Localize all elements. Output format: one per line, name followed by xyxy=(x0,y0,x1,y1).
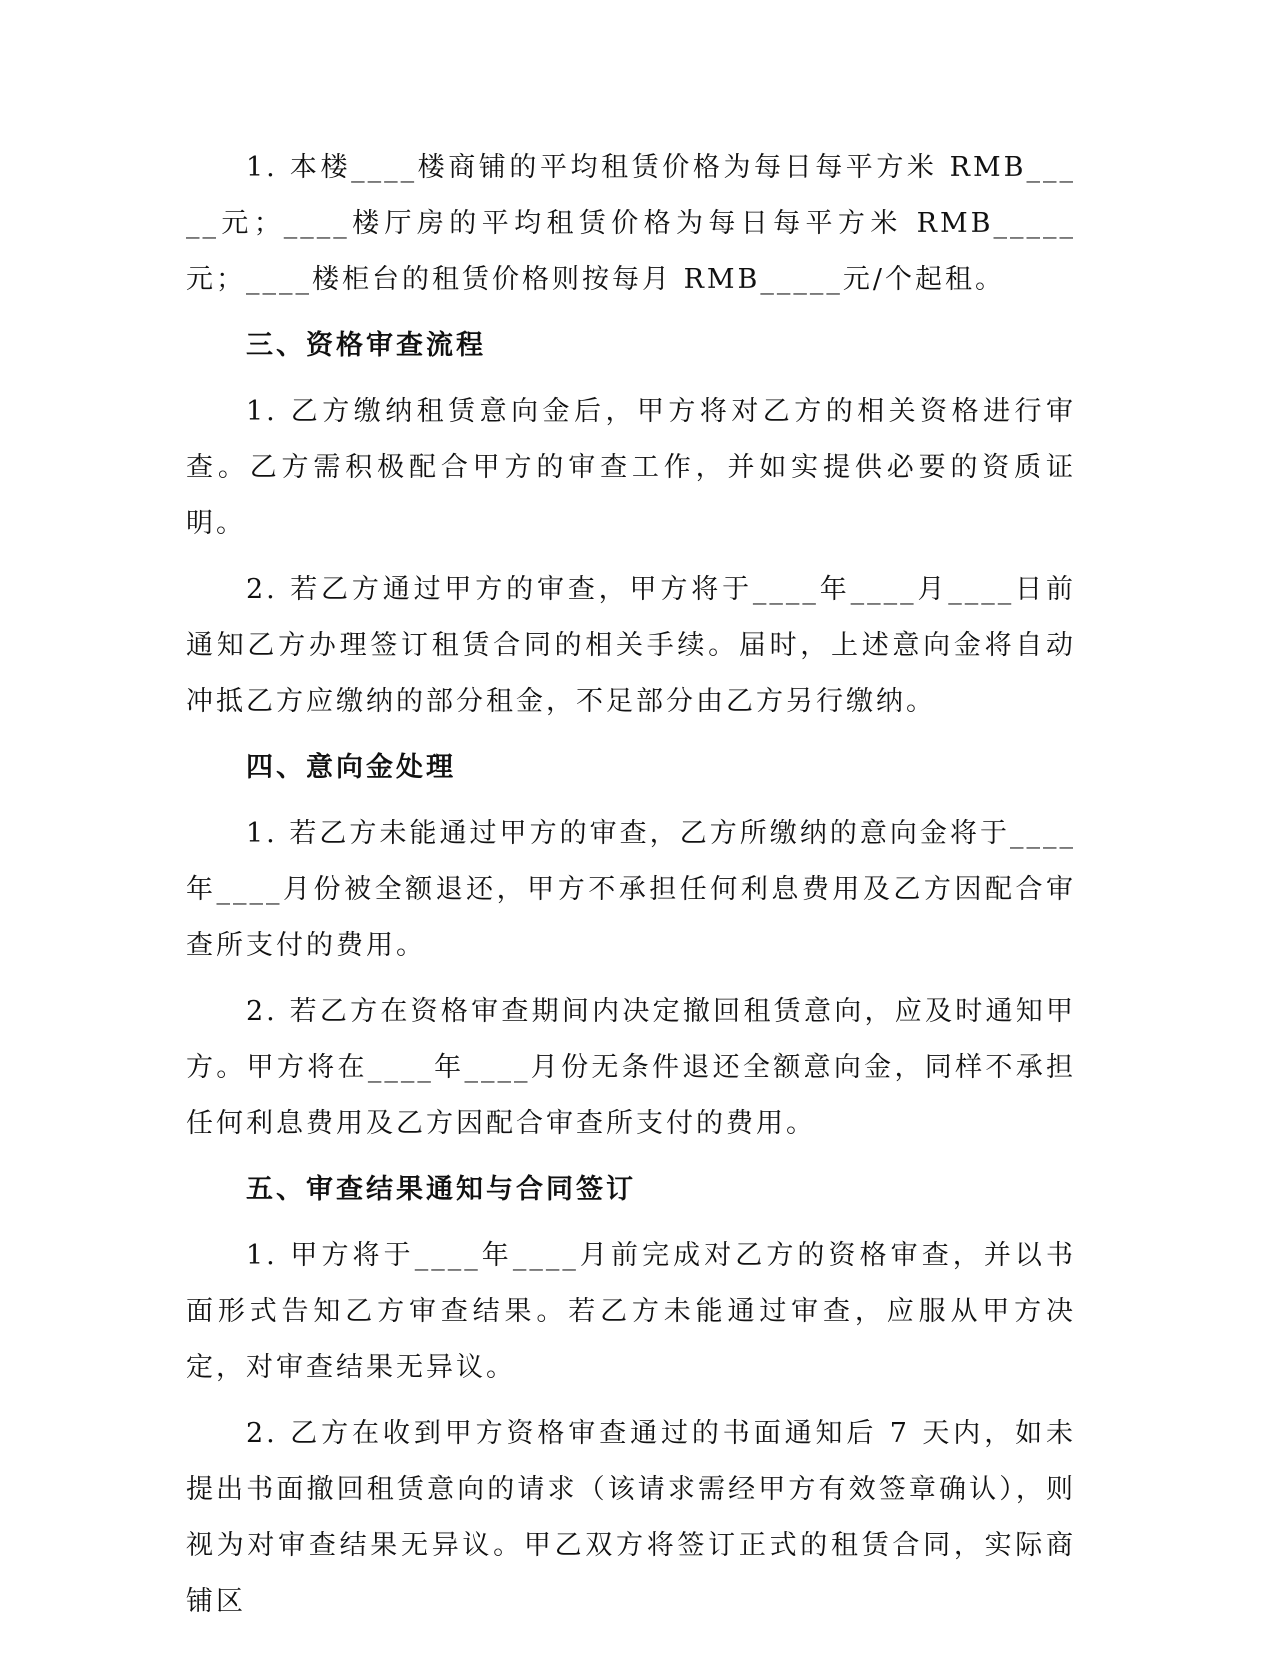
paragraph-rental-prices: 1. 本楼____楼商铺的平均租赁价格为每日每平方米 RMB_____元；____楼厅房的平均租赁价格为每日每平方米 RMB_____元；____楼柜台的租赁价格则按每月 RMB_____元/个起租。 xyxy=(186,152,1076,295)
paragraph-review-after-deposit: 1. 乙方缴纳租赁意向金后，甲方将对乙方的相关资格进行审查。乙方需积极配合甲方的审查工作，并如实提供必要的资质证明。 xyxy=(186,396,1076,539)
document-body xyxy=(186,140,1076,1640)
paragraph-review-failed-refund: 1. 若乙方未能通过甲方的审查，乙方所缴纳的意向金将于____年____月份被全额退还，甲方不承担任何利息费用及乙方因配合审查所支付的费用。 xyxy=(186,818,1076,961)
section-heading-qualification-review: 三、资格审查流程 xyxy=(246,330,486,361)
section-heading-deposit-handling: 四、意向金处理 xyxy=(246,752,456,783)
paragraph-contract-signing: 2. 乙方在收到甲方资格审查通过的书面通知后 7 天内，如未提出书面撤回租赁意向的请求（该请求需经甲方有效签章确认），则视为对审查结果无异议。甲乙双方将签订正式的租赁合同，实际商铺区 xyxy=(186,1418,1076,1617)
section-heading-result-notice-contract: 五、审查结果通知与合同签订 xyxy=(246,1174,636,1205)
paragraph-review-completion: 1. 甲方将于____年____月前完成对乙方的资格审查，并以书面形式告知乙方审查结果。若乙方未能通过审查，应服从甲方决定，对审查结果无异议。 xyxy=(186,1240,1076,1383)
paragraph-withdrawal-refund: 2. 若乙方在资格审查期间内决定撤回租赁意向，应及时通知甲方。甲方将在____年____月份无条件退还全额意向金，同样不承担任何利息费用及乙方因配合审查所支付的费用。 xyxy=(186,996,1076,1139)
paragraph-review-passed: 2. 若乙方通过甲方的审查，甲方将于____年____月____日前通知乙方办理签订租赁合同的相关手续。届时，上述意向金将自动冲抵乙方应缴纳的部分租金，不足部分由乙方另行缴纳。 xyxy=(186,574,1076,717)
